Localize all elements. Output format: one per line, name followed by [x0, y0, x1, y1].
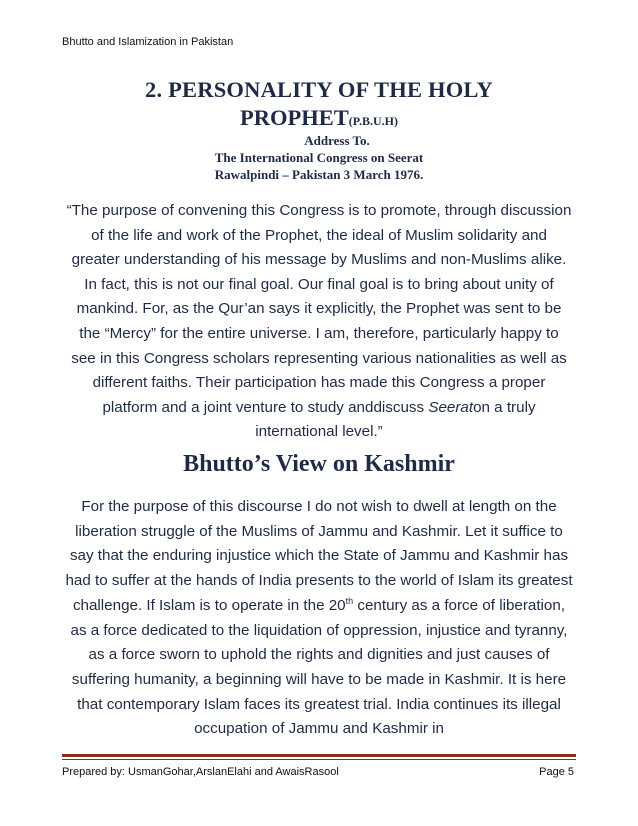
address-line2: The International Congress on Seerat	[214, 150, 424, 165]
speech-quote	[66, 199, 572, 445]
quote-italic-seerat: Seerat	[428, 398, 474, 416]
chapter-title-line1: 2. PERSONALITY OF THE HOLY	[145, 77, 493, 102]
body-text-part2: century as a force of liberation, as a force dedicated to the liquidation of oppression, injustice and tyranny, as a force sworn to uphold the rights and dignities and just causes of suffering humanity, a beginning will have to be made in Kashmir. It is here that contemporary Islam faces its greatest trial. India continues its illegal occupation of Jammu and Kashmir in	[70, 596, 568, 738]
address-line1: Address To.	[304, 133, 370, 148]
chapter-title-prophet: PROPHET	[240, 105, 349, 130]
footer-rule-thin	[62, 759, 576, 760]
footer-rule-thick	[62, 754, 576, 757]
body-superscript: th	[345, 595, 354, 606]
chapter-title-pbuh: (P.B.U.H)	[348, 114, 398, 128]
section-heading: Bhutto’s View on Kashmir	[183, 451, 455, 477]
body-paragraph	[64, 495, 574, 742]
footer-page-number: Page 5	[539, 766, 574, 778]
body-text-part1: For the purpose of this discourse I do not wish to dwell at length on the liberation struggle of the Muslims of Jammu and Kashmir. Let it suffice to say that the enduring injustice which the State of Jammu and Kashmir has had to suffer at the hands of India presents to the world of Islam its greatest challenge. If Islam is to operate in the 20	[65, 498, 573, 614]
quote-text-part1: “The purpose of convening this Congress is to promote, through discussion of the life and work of the Prophet, the ideal of Muslim solidarity and greater understanding of his message by Muslims and non-Muslims alike. In fact, this is not our final goal. Our final goal is to bring about unity of mankind. For, as the Qur’an says it explicitly, the Prophet was sent to be the “Mercy” for the entire universe. I am, therefore, particularly happy to see in this Congress scholars representing various nationalities as well as different faiths. Their participation has made this Congress a proper platform and a joint venture to study anddiscuss	[66, 202, 572, 416]
chapter-title-line2	[0, 105, 638, 131]
quote-text-part2: on a truly international level.”	[255, 398, 536, 441]
footer-prepared-by: Prepared by: UsmanGohar,ArslanElahi and AwaisRasool	[62, 766, 339, 778]
address-line3: Rawalpindi – Pakistan 3 March 1976.	[214, 167, 424, 182]
running-header: Bhutto and Islamization in Pakistan	[62, 36, 234, 48]
